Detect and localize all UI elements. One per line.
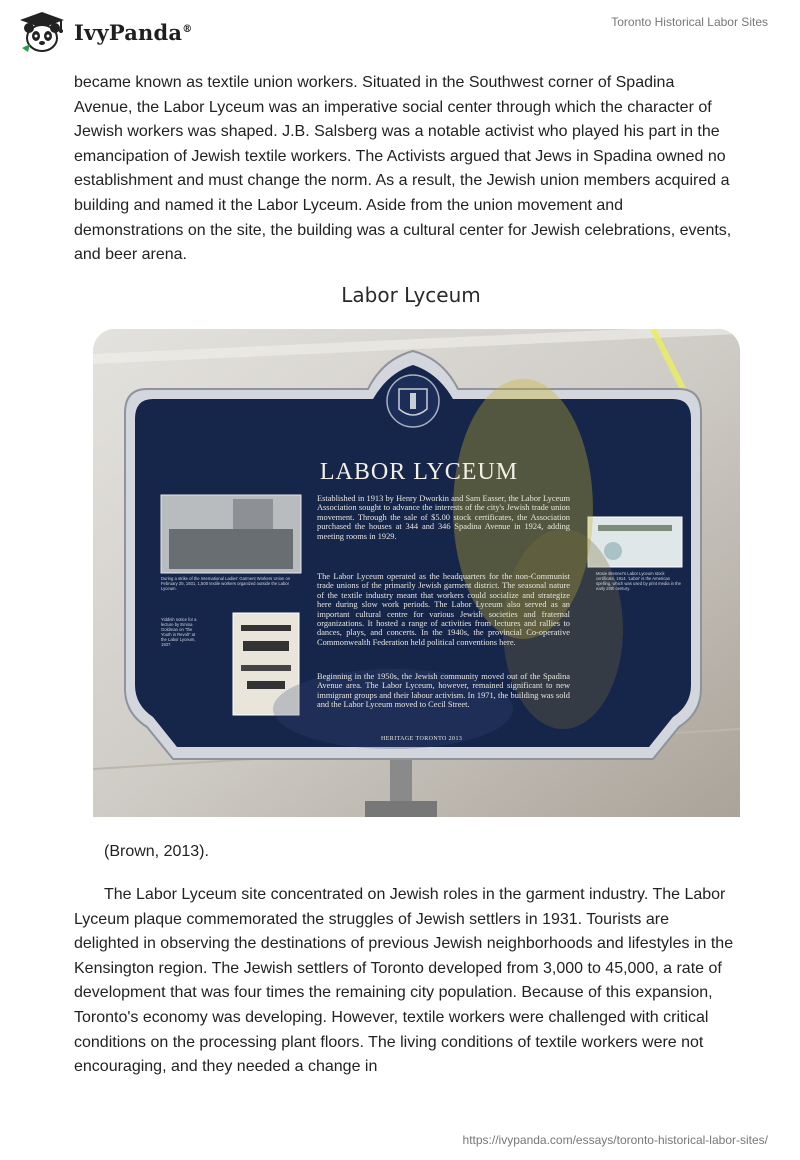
figure-caption: (Brown, 2013). [104, 843, 209, 860]
plaque-text-1: Established in 1913 by Henry Dworkin and Sam Easser, the Labor Lyceum Association sought to advance the interests of the city's Jewish trade union movement. Through the sale of $5.00 stock certificates, the Association purchased the houses at 344 and 346 Spadina Avenue in 1924, adding meeting rooms in 1929. [317, 494, 570, 541]
figure-title: Labor Lyceum [341, 283, 481, 307]
plaque-photo [93, 329, 740, 817]
plaque-photo-caption: During a strike of the International Ladies' Garment Workers Union on February 25, 1931, 1,500 textile workers organized outside the Labor Lyceum. [161, 576, 291, 591]
brand-name: IvyPanda® [74, 19, 193, 45]
source-url[interactable]: https://ivypanda.com/essays/toronto-historical-labor-sites/ [462, 1133, 768, 1147]
brand-logo[interactable] [16, 10, 192, 54]
plaque-title: LABOR LYCEUM [319, 459, 519, 485]
plaque-heritage-credit: HERITAGE TORONTO 2013 [381, 736, 463, 742]
plaque-text-3: Beginning in the 1950s, the Jewish community moved out of the Spadina Avenue area. The Labor Lyceum, however, remained significant to new immigrant groups and their labour activism. In 1971, the building was sold and the Labor Lyceum moved to Cecil Street. [317, 672, 570, 710]
plaque-text-2: The Labor Lyceum operated as the headquarters for the non-Communist trade unions of the primarily Jewish garment district. The seasonal nature of the textile industry meant that workers could socialize and strategize here during slow work periods. The Labor Lyceum also served as an important cultural centre for various Jewish societies and fraternal organizations. It hosted a range of activities from lectures and rallies to dances, plays, and concerts. In the 1940s, the provincial Co-operative Commonwealth Federation held political conventions here. [317, 572, 570, 647]
body-paragraph-1: became known as textile union workers. Situated in the Southwest corner of Spadina Avenue, the Labor Lyceum was an imperative social center through which the character of Jewish workers was shaped. J.B. Salsberg was a notable activist who played his part in the emancipation of Jewish textile workers. The Activists argued that Jews in Spadina owned no establishment and must change the norm. As a result, the Jewish union members acquired a building and named it the Labor Lyceum. Aside from the union movement and demonstrations on the site, the building was a cultural center for Jewish celebrations, events, and beer arena. [74, 74, 732, 264]
plaque-certificate-caption: Mosie Brenner's Labor Lyceum stock certificate, 1914. 'Labor' is the American spelling, which was used by print media in the early 20th century. [596, 571, 681, 591]
plaque-poster-caption: Yiddish notice for a lecture by Emma Goldman on "the Youth in Revolt" at the Labor Lyceum, 1937. [161, 617, 197, 647]
body-paragraph-2: The Labor Lyceum site concentrated on Jewish roles in the garment industry. The Labor Lyceum plaque commemorated the struggles of Jewish settlers in 1931. Tourists are delighted in observing the destinations of previous Jewish neighborhoods and lifestyles in the Kensington region. The Jewish settlers of Toronto developed from 3,000 to 45,000, a rate of development that was four times the remaining city population. Because of this expansion, Toronto's economy was developing. However, textile workers were challenged with critical conditions on the processing plant floors. The living conditions of textile workers were not encouraging, and they needed a change in [74, 886, 734, 1076]
page-header [0, 0, 800, 60]
running-title: Toronto Historical Labor Sites [611, 15, 768, 29]
panda-graduate-icon [16, 10, 68, 54]
